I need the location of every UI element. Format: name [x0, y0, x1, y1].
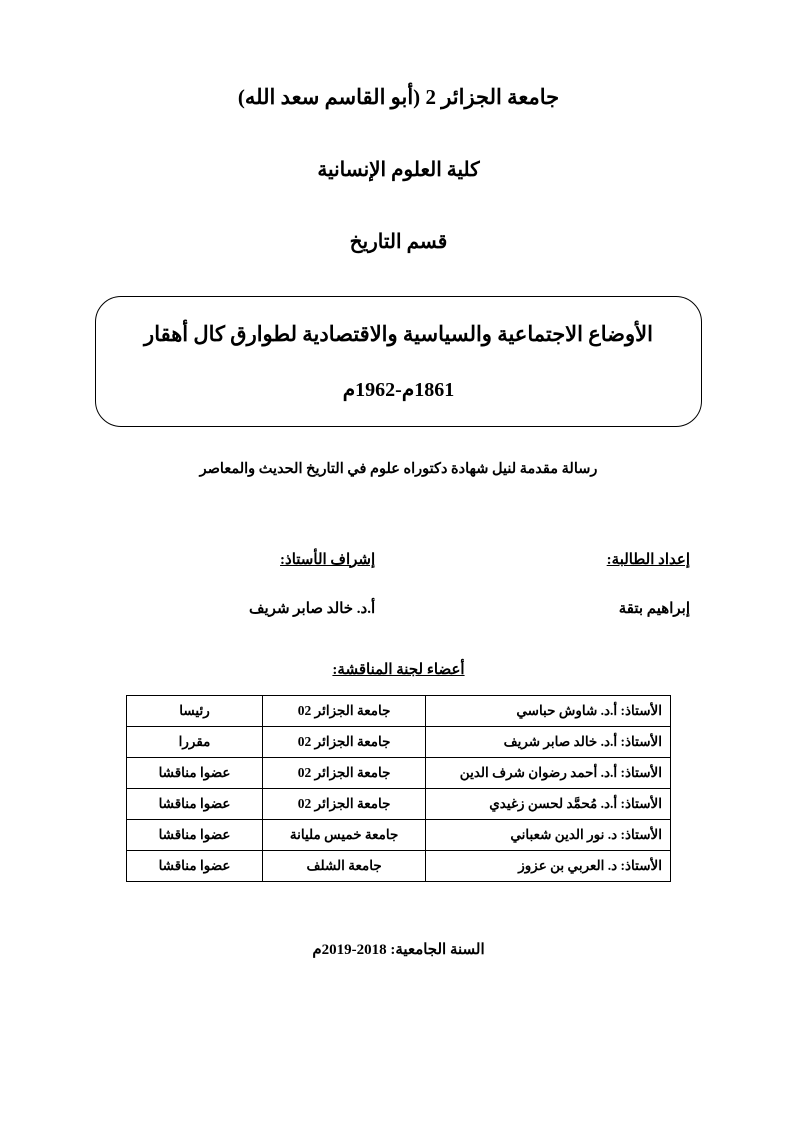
table-row: [127, 695, 671, 726]
committee-member-role: عضوا مناقشا: [127, 819, 263, 850]
committee-member-university: جامعة الجزائر 02: [263, 726, 426, 757]
committee-member-name: الأستاذ: أ.د. أحمد رضوان شرف الدين: [426, 757, 671, 788]
academic-year: السنة الجامعية: 2018-2019م: [312, 941, 485, 958]
supervisor-block: [107, 550, 375, 618]
committee-table: [126, 695, 671, 882]
committee-member-name: الأستاذ: أ.د. شاوش حباسي: [426, 695, 671, 726]
committee-member-role: عضوا مناقشا: [127, 757, 263, 788]
committee-member-name: الأستاذ: أ.د. مُحمَّد لحسن زغيدي: [426, 788, 671, 819]
committee-member-role: رئيسا: [127, 695, 263, 726]
university-name: جامعة الجزائر 2 (أبو القاسم سعد الله): [237, 85, 560, 109]
committee-member-university: جامعة الجزائر 02: [263, 757, 426, 788]
committee-member-role: عضوا مناقشا: [127, 788, 263, 819]
committee-member-name: الأستاذ: د. نور الدين شعباني: [426, 819, 671, 850]
table-row: [127, 726, 671, 757]
table-row: [127, 757, 671, 788]
committee-member-role: مقررا: [127, 726, 263, 757]
faculty-name: كلية العلوم الإنسانية: [317, 159, 480, 181]
thesis-date-range: 1861م-1962م: [342, 378, 455, 401]
committee-member-role: عضوا مناقشا: [127, 850, 263, 881]
student-name: إبراهيم بتقة: [618, 600, 690, 617]
committee-member-university: جامعة خميس مليانة: [263, 819, 426, 850]
committee-table-body: [127, 695, 671, 881]
committee-member-university: جامعة الشلف: [263, 850, 426, 881]
committee-member-name: الأستاذ: أ.د. خالد صابر شريف: [426, 726, 671, 757]
student-block: [422, 550, 690, 618]
table-row: [127, 819, 671, 850]
table-row: [127, 788, 671, 819]
committee-member-name: الأستاذ: د. العربي بن عزوز: [426, 850, 671, 881]
student-label: إعداد الطالبة:: [606, 551, 690, 568]
thesis-title-box: [95, 296, 702, 427]
committee-member-university: جامعة الجزائر 02: [263, 788, 426, 819]
table-row: [127, 850, 671, 881]
supervisor-name: أ.د. خالد صابر شريف: [248, 600, 376, 617]
committee-heading: أعضاء لجنة المناقشة:: [332, 661, 465, 678]
department-name: قسم التاريخ: [349, 231, 448, 253]
thesis-title: الأوضاع الاجتماعية والسياسية والاقتصادية لطوارق كال أهقار: [144, 322, 653, 346]
thesis-subtitle: رسالة مقدمة لنيل شهادة دكتوراه علوم في التاريخ الحديث والمعاصر: [199, 460, 598, 477]
people-section: [95, 550, 702, 618]
supervisor-label: إشراف الأستاذ:: [280, 551, 376, 568]
committee-member-university: جامعة الجزائر 02: [263, 695, 426, 726]
